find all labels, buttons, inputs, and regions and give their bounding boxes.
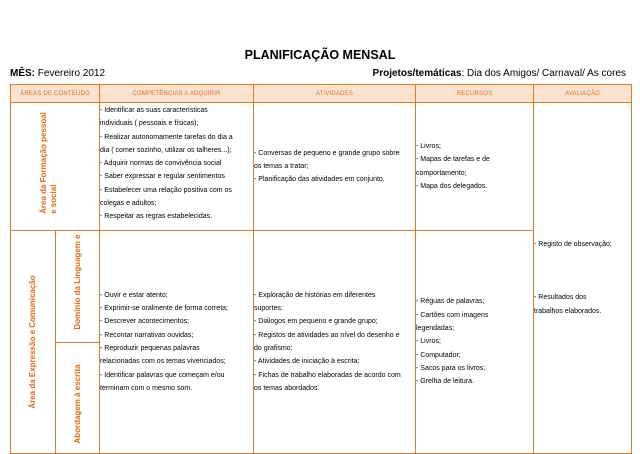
recursos-expressao — [416, 231, 534, 454]
list-item: - Cartões com imagens — [416, 311, 489, 319]
area-expressao-comunicacao — [11, 231, 56, 454]
list-item: - Planificação das atividades em conjunto. — [254, 176, 385, 184]
list-item: os temas abordados. — [254, 384, 320, 392]
list-item: - Descrever acontecimentos; — [100, 318, 190, 326]
header-competencias: COMPETÊNCIAS A ADQUIRIR — [100, 85, 254, 103]
list-item: - Réguas de palavras; — [416, 298, 485, 306]
projects-value: : Dia dos Amigos/ Carnaval/ As cores — [461, 68, 626, 79]
competencias-formacao — [100, 103, 254, 231]
area-formacao-line2: e social — [49, 184, 58, 214]
list-item: - Identificar as suas características — [100, 107, 208, 114]
header-areas: ÁREAS DE CONTEÚDO — [11, 85, 100, 103]
header-avaliacao: AVALIAÇÃO — [534, 85, 632, 103]
list-item: - Livros; — [416, 338, 441, 346]
list-item: - Fichas de trabalho elaboradas de acordo com — [254, 371, 401, 379]
list-item: - Grelha de leitura. — [416, 378, 474, 386]
list-item: - Mapas de tarefas e de — [416, 156, 490, 164]
list-item: - Recontar narrativas ouvidas; — [100, 331, 194, 339]
list-item: - Reproduzir pequenas palavras — [100, 345, 200, 352]
competencias-expressao — [100, 231, 254, 454]
abordagem-escrita — [56, 343, 99, 454]
list-item: - Computador; — [416, 351, 461, 359]
list-item: legendadas; — [416, 325, 455, 333]
list-item: - Exploração de histórias em diferentes — [254, 291, 376, 299]
list-item — [534, 251, 631, 264]
list-item: - Identificar palavras que começam e/ou — [100, 371, 225, 379]
list-item: - Realizar autonomamente tarefas do dia a — [100, 133, 233, 141]
area-expressao-label: Área da Expressão e Comunicação — [28, 275, 37, 409]
list-item: terminam com o mesmo som. — [100, 384, 193, 392]
header-atividades: ATIVIDADES — [254, 85, 416, 103]
avaliacao-cell — [534, 103, 632, 454]
dominio-linguagem-label: Domínio da Linguagem e — [72, 234, 82, 330]
list-item: trabalhos elaborados. — [534, 307, 602, 315]
month-value: Fevereiro 2012 — [37, 68, 106, 79]
list-item: - Sacos para os livros; — [416, 364, 486, 372]
list-item — [534, 278, 631, 291]
list-item: - Respeitar as regras estabelecidas. — [100, 213, 213, 221]
list-item: - Resultados dos — [534, 294, 587, 302]
atividades-formacao — [254, 103, 416, 231]
list-item: - Adquirir normas de convivência social — [100, 160, 222, 168]
month-info — [10, 68, 105, 79]
dominio-linguagem-cell — [56, 231, 100, 454]
list-item: - Diálogos em pequeno e grande grupo; — [254, 318, 378, 326]
header-row — [11, 85, 632, 103]
list-item: os temas a tratar; — [254, 162, 309, 170]
list-item: - Conversas de pequeno e grande grupo sobre — [254, 149, 400, 157]
area-formacao-label — [39, 112, 59, 214]
list-item: dia ( comer sozinho, utilizar os talheres...); — [100, 146, 232, 154]
list-item: - Mapa dos delegados. — [416, 182, 488, 190]
planning-table — [10, 84, 632, 454]
abordagem-escrita-label: Abordagem à escrita — [72, 364, 82, 444]
area-formacao-line1: Área da Formação pessoal — [39, 112, 48, 214]
list-item: - Exprimir-se oralmente de forma correta; — [100, 305, 228, 313]
dominio-linguagem — [56, 231, 99, 343]
projects-info — [373, 68, 626, 79]
month-label: MÊS: — [10, 68, 35, 79]
list-item: - Registos de atividades ao nível do desenho e — [254, 331, 400, 339]
area-formacao-pessoal — [11, 103, 100, 231]
list-item: - Atividades de iniciação à escrita; — [254, 358, 360, 366]
list-item: do grafismo; — [254, 345, 293, 352]
page-title: PLANIFICAÇÃO MENSAL — [244, 48, 396, 62]
list-item: suportes; — [254, 305, 283, 313]
recursos-formacao — [416, 103, 534, 231]
list-item: - Registo de observação; — [534, 241, 612, 249]
projects-label: Projetos/temáticas — [372, 68, 462, 79]
list-item — [534, 265, 631, 278]
row-formacao-pessoal — [11, 103, 632, 231]
list-item: relacionadas com os temas vivenciados; — [100, 358, 226, 366]
header-recursos: RECURSOS — [416, 85, 534, 103]
list-item: individuais ( pessoais e físicas); — [100, 120, 199, 128]
list-item: - Estabelecer uma relação positiva com os — [100, 186, 232, 194]
list-item: comportamento; — [416, 169, 467, 177]
list-item: colegas e adultos; — [100, 200, 157, 208]
list-item: - Saber expressar e regular sentimentos — [100, 173, 225, 181]
list-item: - Livros; — [416, 142, 441, 150]
atividades-expressao — [254, 231, 416, 454]
list-item: - Ouvir e estar atento; — [100, 291, 168, 299]
